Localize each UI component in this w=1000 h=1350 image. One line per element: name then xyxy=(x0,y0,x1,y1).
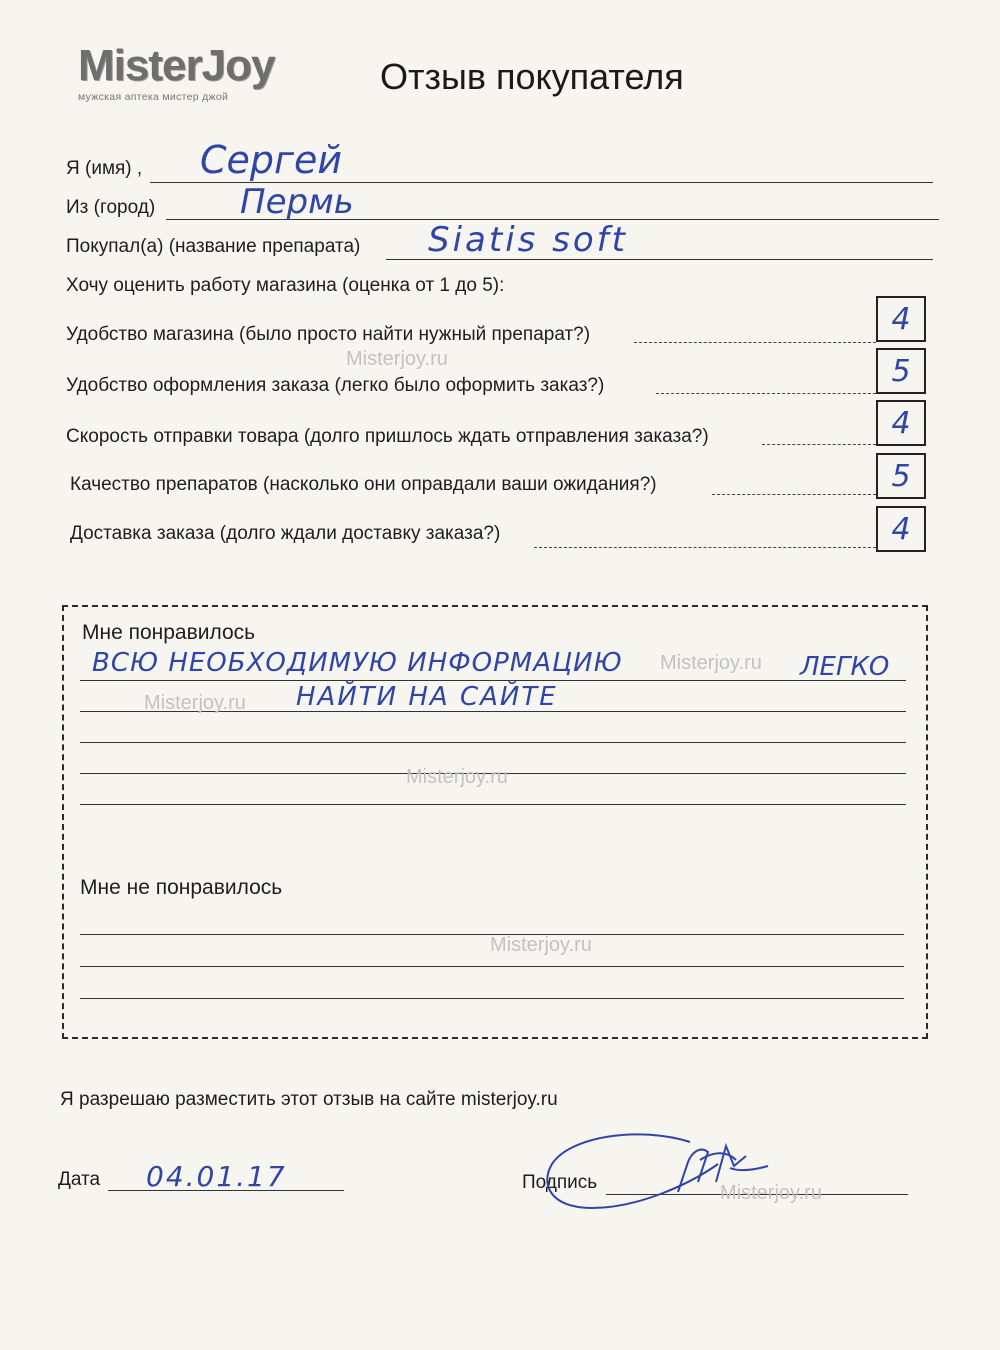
brand-logo xyxy=(78,41,275,103)
name-label: Я (имя) , xyxy=(66,158,143,179)
disliked-heading: Мне не понравилось xyxy=(80,876,283,899)
rating-score: 5 xyxy=(891,458,911,494)
rating-score-box xyxy=(876,400,926,446)
comment-line xyxy=(80,680,906,681)
city-label: Из (город) xyxy=(66,197,156,218)
comment-line xyxy=(80,804,906,805)
watermark: Misterjoy.ru xyxy=(490,934,592,956)
date-label: Дата xyxy=(58,1169,101,1190)
name-value: Сергей xyxy=(200,138,343,182)
rating-question: Качество препаратов (насколько они оправдали ваши ожидания?) xyxy=(70,474,657,495)
permission-text: Я разрешаю разместить этот отзыв на сайте misterjoy.ru xyxy=(60,1089,558,1110)
rating-score: 4 xyxy=(891,405,911,441)
liked-text-line1: ВСЮ НЕОБХОДИМУЮ ИНФОРМАЦИЮ xyxy=(92,648,623,678)
logo-tagline: мужская аптека мистер джой xyxy=(78,91,229,103)
logo-wordmark: MisterJoy xyxy=(78,41,275,90)
rating-score-box xyxy=(876,296,926,342)
watermark: Misterjoy.ru xyxy=(346,348,448,370)
city-value: Пермь xyxy=(240,182,354,222)
rating-question: Скорость отправки товара (долго пришлось ждать отправления заказа?) xyxy=(66,426,709,447)
watermark: Misterjoy.ru xyxy=(406,766,508,788)
watermark: Misterjoy.ru xyxy=(660,652,762,674)
rating-score-box xyxy=(876,453,926,499)
liked-text-line2: НАЙТИ НА САЙТЕ xyxy=(296,682,558,712)
liked-text-line1-end: ЛЕГКО xyxy=(800,652,890,682)
rating-question: Доставка заказа (долго ждали доставку заказа?) xyxy=(70,523,501,544)
signature-label: Подпись xyxy=(522,1172,598,1193)
comment-line xyxy=(80,742,906,743)
comment-line xyxy=(80,966,904,967)
rating-leader xyxy=(712,494,876,495)
rating-leader xyxy=(762,444,876,445)
rating-leader xyxy=(656,393,876,394)
rating-score: 4 xyxy=(891,301,911,337)
watermark: Misterjoy.ru xyxy=(720,1182,822,1204)
rating-leader xyxy=(534,547,876,548)
handwritten-signature xyxy=(540,1122,780,1214)
rating-question: Удобство магазина (было просто найти нужный препарат?) xyxy=(66,324,591,345)
product-label: Покупал(а) (название препарата) xyxy=(66,236,361,257)
page-title: Отзыв покупателя xyxy=(380,56,684,97)
rating-intro: Хочу оценить работу магазина (оценка от 1 до 5): xyxy=(66,275,505,296)
rating-score: 5 xyxy=(891,353,911,389)
rating-question: Удобство оформления заказа (легко было оформить заказ?) xyxy=(66,375,605,396)
rating-score: 4 xyxy=(891,511,911,547)
date-value: 04.01.17 xyxy=(146,1160,287,1193)
liked-heading: Мне понравилось xyxy=(82,621,256,644)
comment-line xyxy=(80,998,904,999)
rating-leader xyxy=(634,342,876,343)
product-value: Siatis soft xyxy=(428,220,628,260)
watermark: Misterjoy.ru xyxy=(144,692,246,714)
rating-score-box xyxy=(876,506,926,552)
rating-score-box xyxy=(876,348,926,394)
